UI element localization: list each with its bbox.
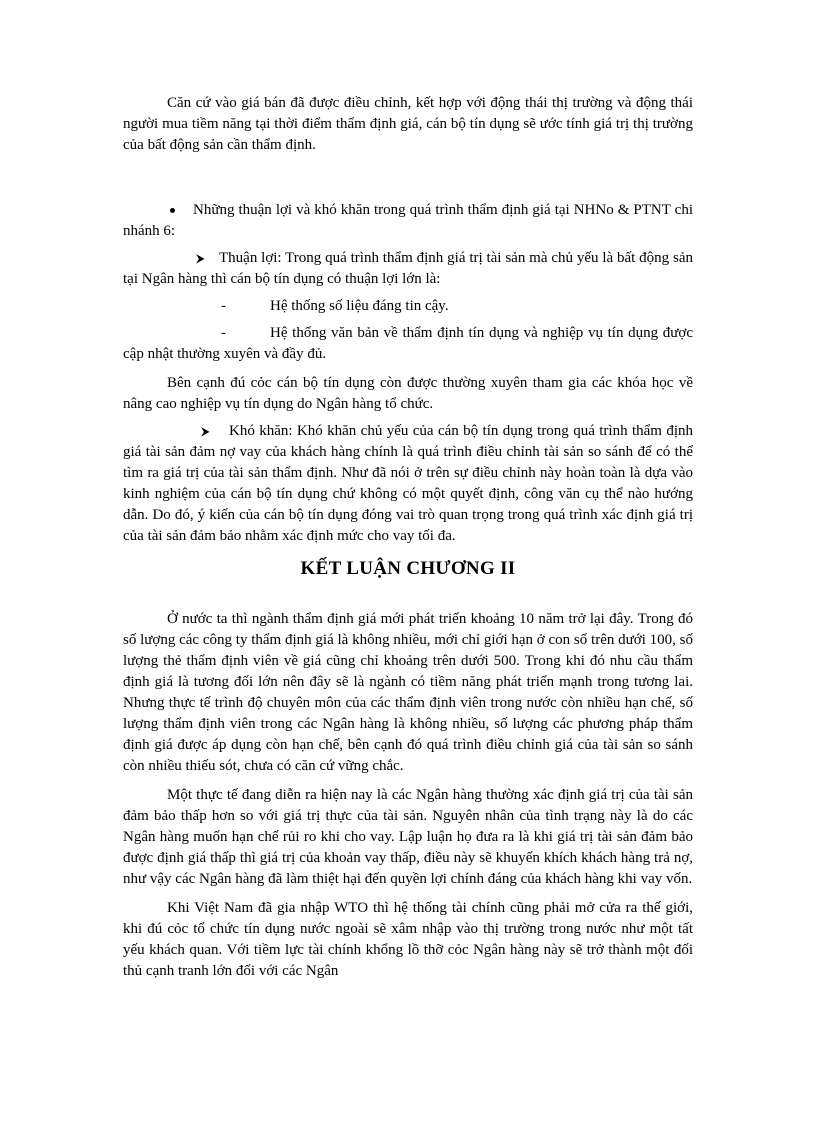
difficulty-item	[123, 421, 693, 547]
arrow-icon: ⮞	[196, 251, 205, 265]
bullet-item	[123, 200, 693, 242]
bullet-text: Những thuận lợi và khó khăn trong quá trình thẩm định giá tại NHNo & PTNT chi nhánh 6:	[123, 202, 693, 239]
dash-item-1	[123, 296, 693, 317]
advantage-item	[123, 248, 693, 290]
conclusion-paragraph-3: Khi Việt Nam đã gia nhập WTO thì hệ thống tài chính cũng phải mở cửa ra thế giới, khi đú cỏc tổ chức tín dụng nước ngoài sẽ xâm nhập vào thị trường trong nước như một tất yếu khách quan. Với tiềm lực tài chính khổng lồ thỡ cỏc Ngân hàng này sẽ trở thành một đối thủ cạnh tranh lớn đối với các Ngân	[123, 900, 693, 979]
dash-marker: -	[221, 325, 226, 341]
advantage-text: Thuận lợi: Trong quá trình thẩm định giá trị tài sản mà chủ yếu là bất động sản tại Ngân hàng thì cán bộ tín dụng có thuận lợi lớn là:	[123, 250, 693, 287]
chapter-conclusion-heading: KẾT LUẬN CHƯƠNG II	[300, 558, 516, 579]
conclusion-paragraph-2: Một thực tế đang diễn ra hiện nay là các Ngân hàng thường xác định giá trị của tài sản đảm bảo thấp hơn so với giá trị thực của tài sản. Nguyên nhân của tình trạng này là do các Ngân hàng muốn hạn chế rủi ro khi cho vay. Lập luận họ đưa ra là khi giá trị tài sản đảm bảo được định giá thấp thì giá trị của khoản vay thấp, điều này sẽ khuyến khích khách hàng trả nợ, như vậy các Ngân hàng đã làm thiệt hại đến quyền lợi chính đáng của khách hàng khi vay vốn.	[123, 787, 693, 887]
intro-paragraph: Căn cứ vào giá bán đã được điều chỉnh, kết hợp với động thái thị trường và động thái người mua tiềm năng tại thời điểm thẩm định giá, cán bộ tín dụng sẽ ước tính giá trị thị trường của bất động sản cần thẩm định.	[123, 95, 693, 153]
dash-item-2	[123, 323, 693, 365]
dash-item-2-text: Hệ thống văn bản về thẩm định tín dụng và nghiệp vụ tín dụng được cập nhật thường xuyên và đầy đủ.	[123, 325, 693, 362]
arrow-icon: ⮞	[201, 424, 210, 438]
conclusion-paragraph-1: Ở nước ta thì ngành thẩm định giá mới phát triển khoảng 10 năm trở lại đây. Trong đó số lượng các công ty thẩm định giá là không nhiều, mới chỉ giới hạn ở con số trên dưới 100, số lượng thẻ thẩm định viên về giá cũng chỉ khoảng trên dưới 500. Trong khi đó nhu cầu thẩm định giá là tương đối lớn nên đây sẽ là ngành có tiềm năng phát triển mạnh trong tương lai. Nhưng thực tế trình độ chuyên môn của các thẩm định viên trong nước còn nhiều hạn chế, số lượng thẩm định viên trong các Ngân hàng là không nhiều, số lượng các phương pháp thẩm định giá được áp dụng còn hạn chế, bên cạnh đó quá trình điều chỉnh giá của tài sản so sánh còn nhiều thiếu sót, chưa có căn cứ vững chắc.	[123, 611, 693, 774]
bullet-icon	[170, 208, 175, 213]
dash-marker: -	[221, 298, 226, 314]
besides-paragraph: Bên cạnh đú cỏc cán bộ tín dụng còn được thường xuyên tham gia các khóa học về nâng cao nghiệp vụ tín dụng do Ngân hàng tổ chức.	[123, 375, 693, 412]
difficulty-text: Khó khăn: Khó khăn chủ yếu của cán bộ tín dụng trong quá trình thẩm định giá tài sản đảm nợ vay của khách hàng chính là quá trình điều chỉnh tài sản so sánh để có thể tìm ra giá trị của tài sản thẩm định. Như đã nói ở trên sự điều chỉnh này hoàn toàn là dựa vào kinh nghiệm của cán bộ tín dụng chứ không có một quyết định, công văn cụ thể nào hướng dẫn. Do đó, ý kiến của cán bộ tín dụng đóng vai trò quan trọng trong quá trình xác định giá trị của tài sản đảm bảo nhằm xác định mức cho vay tối đa.	[123, 423, 693, 544]
dash-item-1-text: Hệ thống số liệu đáng tin cậy.	[270, 298, 449, 314]
document-page	[123, 93, 693, 982]
